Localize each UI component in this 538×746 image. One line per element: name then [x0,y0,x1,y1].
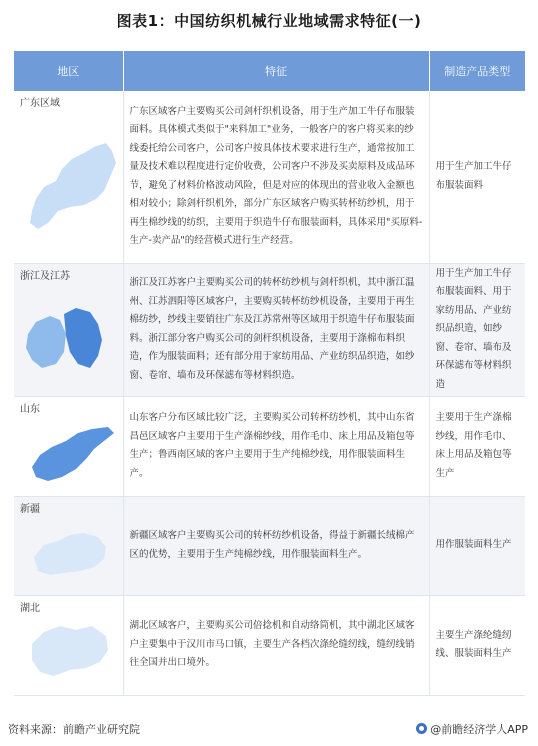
brand-credit [416,721,528,737]
region-name: 广东区域 [20,98,60,109]
brand-logo-icon [416,723,427,734]
region-name: 山东 [20,403,40,415]
table-row [14,496,525,595]
header-product: 制造产品类型 [429,51,525,91]
region-feature-table [14,51,525,696]
product-cell: 用作服装面料生产 [429,496,525,595]
region-cell [14,91,123,263]
source-note: 资料来源：前瞻产业研究院 [8,723,140,736]
region-name: 浙江及江苏 [20,270,70,282]
region-cell [14,263,123,396]
table-row [14,91,525,263]
header-region: 地区 [14,51,123,91]
region-name: 湖北 [20,602,40,614]
table-row [14,595,525,695]
region-name: 新疆 [20,503,40,515]
product-cell: 主要用于生产涤棉纱线，用作毛巾、床上用品及箱包等生产 [429,396,525,496]
zhejiang-jiangsu-map-icon [14,264,123,397]
table-row [14,263,525,396]
shandong-map-icon [14,397,123,497]
region-cell [14,496,123,595]
header-feature: 特征 [123,51,429,91]
brand-text: @前瞻经济学人APP [430,723,528,736]
xinjiang-map-icon [14,497,123,596]
product-cell: 用于生产加工牛仔布服装面料 [429,91,525,263]
product-cell: 主要生产涤纶缝纫线、服装面料生产 [429,595,525,695]
region-cell [14,396,123,496]
table-header-row [14,51,525,91]
chart-title: 图表1：中国纺织机械行业地域需求特征(一) [116,12,422,30]
table-row [14,396,525,496]
feature-cell: 浙江及江苏客户主要购买公司的转杯纺纱机与剑杆织机，其中浙江温州、江苏泗阳等区域客户，主要购买转杯纺纱机设备，主要用于再生棉纺纱，纱线主要销往广东及江苏常州等区域用于织造牛仔布服装面料。浙江部分客户购买公司的剑杆织机设备，主要用于涤棉布料织造，作为服装面料；还有部分用于家纺用品、产业纺织品织造，如纱窗、卷帘、墙布及环保滤布等材料织造。 [123,263,429,396]
feature-cell: 新疆区域客户主要购买公司的转杯纺纱机设备，得益于新疆长绒棉产区的优势，主要用于生产纯棉纱线，用作服装面料生产。 [123,496,429,595]
guangdong-map-icon [14,91,123,263]
feature-cell: 山东客户分布区域比较广泛，主要购买公司转杯纺纱机，其中山东省昌邑区域客户主要用于生产涤棉纱线，用作毛巾、床上用品及箱包等生产；鲁西南区域的客户主要用于生产纯棉纱线，用作服装面料生产。 [123,396,429,496]
feature-cell: 广东区域客户主要购买公司剑杆织机设备，用于生产加工牛仔布服装面料。具体模式类似于"来料加工"业务，一般客户的客户将买来的纱线委托给公司客户，公司客户按具体技术要求进行生产，通常按加工量及技术难以程度进行定价收费，公司客户不涉及买卖原料及成品环节，避免了材料价格波动风险，但是对应的体现出的营业收入金额也相对较小；除剑杆织机外，部分广东区域客户购买转杯纺纱机，用于再生棉纱线的纺织，主要用于织造牛仔布服装面料，具体采用"买原料-生产-卖产品"的经营模式进行生产经营。 [123,91,429,263]
region-cell [14,595,123,695]
hubei-map-icon [14,596,123,696]
feature-cell: 湖北区域客户，主要购买公司倍捻机和自动络筒机，其中湖北区域客户主要集中于汉川市马口镇，主要生产各档次涤纶缝纫线，缝纫线销往全国并出口境外。 [123,595,429,695]
product-cell: 用于生产加工牛仔布服装面料、用于家纺用品、产业纺织品织造，如纱窗、卷帘、墙布及环保滤布等材料织造 [429,263,525,396]
